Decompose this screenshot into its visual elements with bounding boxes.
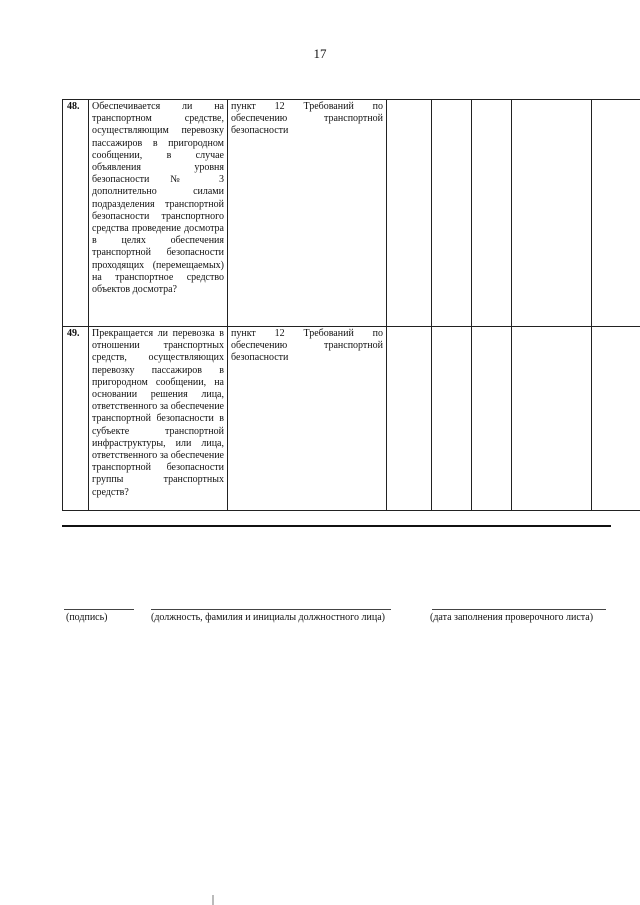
answer-cell-yes[interactable] bbox=[387, 327, 432, 511]
position-name-caption: (должность, фамилия и инициалы должностного лица) bbox=[151, 612, 385, 623]
table-end-rule bbox=[62, 525, 611, 527]
extra-cell[interactable] bbox=[592, 327, 640, 511]
page-number: 17 bbox=[313, 46, 327, 61]
row-number: 48. bbox=[63, 100, 89, 327]
answer-cell-yes[interactable] bbox=[387, 100, 432, 327]
notes-cell[interactable] bbox=[512, 100, 592, 327]
signature-line[interactable] bbox=[64, 609, 134, 610]
date-caption: (дата заполнения проверочного листа) bbox=[430, 612, 594, 623]
legal-reference: пункт 12 Требований по обеспечению транспортной безопасности bbox=[228, 100, 387, 327]
answer-cell-not-applicable[interactable] bbox=[472, 327, 512, 511]
signature-caption: (подпись) bbox=[66, 612, 108, 623]
answer-cell-no[interactable] bbox=[432, 100, 472, 327]
position-name-line[interactable] bbox=[151, 609, 391, 610]
extra-cell[interactable] bbox=[592, 100, 640, 327]
table-row bbox=[63, 100, 640, 327]
answer-cell-no[interactable] bbox=[432, 327, 472, 511]
date-line[interactable] bbox=[432, 609, 606, 610]
table-row bbox=[63, 327, 640, 511]
notes-cell[interactable] bbox=[512, 327, 592, 511]
question-text: Обеспечивается ли на транспортном средстве, осуществляющим перевозку пассажиров в пригородном сообщении, в случае объявления уровня безопасности № 3 дополнительно силами подразделения транспортной безопасности транспортного средства проведение досмотра в целях обеспечения транспортной безопасности проходящих (перемещаемых) на транспортное средство объектов досмотра? bbox=[89, 100, 228, 327]
scan-edge-mark bbox=[212, 895, 214, 905]
row-number: 49. bbox=[63, 327, 89, 511]
question-text: Прекращается ли перевозка в отношении транспортных средств, осуществляющих перевозку пассажиров в пригородном сообщении, на основании решения лица, ответственного за обеспечение транспортной безопасности в субъекте транспортной инфраструктуры, или лица, ответственного за обеспечение транспортной безопасности группы транспортных средств? bbox=[89, 327, 228, 511]
answer-cell-not-applicable[interactable] bbox=[472, 100, 512, 327]
checklist-table bbox=[62, 99, 640, 511]
legal-reference: пункт 12 Требований по обеспечению транспортной безопасности bbox=[228, 327, 387, 511]
